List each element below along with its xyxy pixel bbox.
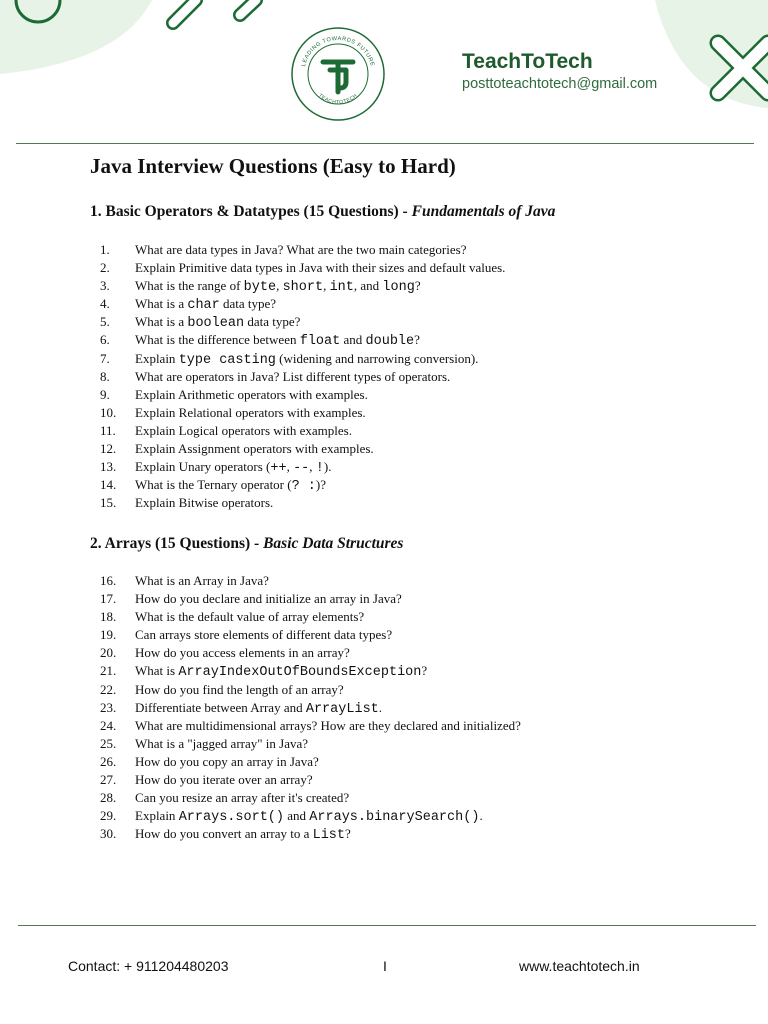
question-text <box>135 332 420 350</box>
question-number: 14. <box>100 477 117 493</box>
footer-divider <box>18 925 756 926</box>
code-term: ! <box>315 461 324 477</box>
text-run: How do you find the length of an array? <box>135 681 344 697</box>
question-text <box>135 405 366 420</box>
code-term: boolean <box>187 316 245 332</box>
question-item <box>100 277 505 295</box>
text-run: Can arrays store elements of different data types? <box>135 627 393 643</box>
question-text <box>135 477 327 495</box>
question-text <box>135 826 351 844</box>
question-item <box>100 662 521 680</box>
question-number: 28. <box>100 790 117 806</box>
code-term: long <box>382 280 415 296</box>
question-text <box>135 663 428 681</box>
text-run: , <box>286 459 294 475</box>
question-number: 30. <box>100 826 117 842</box>
question-number: 24. <box>100 717 117 733</box>
question-number: 6. <box>100 332 110 348</box>
question-item <box>100 807 521 825</box>
question-item <box>100 644 521 662</box>
question-item <box>100 422 505 440</box>
question-item <box>100 494 505 512</box>
question-number: 25. <box>100 735 117 751</box>
code-term: byte <box>243 280 277 296</box>
question-number: 19. <box>100 627 117 643</box>
text-run: Differentiate between Array and <box>135 699 306 715</box>
logo-bottom-text: TEACHTOTECH <box>317 92 359 106</box>
text-run: Explain <box>135 350 179 366</box>
text-run: Explain <box>135 808 179 824</box>
question-text <box>135 573 269 588</box>
question-number: 18. <box>100 609 117 625</box>
question-item <box>100 825 521 843</box>
text-run: , <box>323 278 330 294</box>
text-run: What is a <box>135 314 188 330</box>
code-term: Arrays.sort() <box>178 810 285 826</box>
question-item <box>100 259 505 277</box>
section-heading-text: 2. Arrays (15 Questions) - <box>90 535 264 552</box>
text-run: ? <box>421 663 428 679</box>
question-number: 4. <box>100 296 110 312</box>
text-run: ? <box>414 332 420 348</box>
text-run: . <box>479 808 483 824</box>
question-text <box>135 495 273 510</box>
question-text <box>135 441 374 456</box>
text-run: data type? <box>219 296 277 312</box>
text-run: and <box>340 332 366 348</box>
text-run: , <box>309 459 316 475</box>
text-run: What is a "jagged array" in Java? <box>135 735 309 751</box>
question-item <box>100 735 521 753</box>
brand-name: TeachToTech <box>462 50 593 73</box>
question-item <box>100 331 505 349</box>
question-text <box>135 718 521 733</box>
text-run: What is the difference between <box>135 332 300 348</box>
question-text <box>135 591 402 606</box>
question-item <box>100 295 505 313</box>
question-item <box>100 313 505 331</box>
section-heading-arrays <box>90 535 403 553</box>
footer-contact: Contact: + 911204480203 <box>68 958 229 974</box>
code-term: List <box>312 828 346 844</box>
question-number: 5. <box>100 314 110 330</box>
text-run: . <box>378 699 383 715</box>
code-term: float <box>299 334 341 350</box>
question-number: 20. <box>100 645 117 661</box>
question-text <box>135 736 308 751</box>
text-run: What are multidimensional arrays? How are they declared and initialized? <box>135 717 521 733</box>
question-item <box>100 440 505 458</box>
question-text <box>135 790 349 805</box>
question-number: 16. <box>100 573 117 588</box>
question-item <box>100 717 521 735</box>
text-run: How do you declare and initialize an array in Java? <box>135 591 402 607</box>
question-list-arrays <box>100 572 521 843</box>
question-text <box>135 682 344 697</box>
code-term: int <box>329 280 354 296</box>
question-text <box>135 278 421 296</box>
text-run: )? <box>315 477 327 493</box>
question-number: 13. <box>100 459 117 475</box>
question-text <box>135 754 319 769</box>
question-number: 3. <box>100 278 110 294</box>
question-number: 23. <box>100 699 117 715</box>
question-text <box>135 459 332 477</box>
text-run: How do you access elements in an array? <box>135 645 350 661</box>
question-text <box>135 700 382 715</box>
section-subtitle: Fundamentals of Java <box>411 203 556 220</box>
question-item <box>100 590 521 608</box>
question-number: 10. <box>100 404 117 420</box>
code-term: type casting <box>178 352 276 368</box>
code-term: ++ <box>270 461 287 477</box>
text-run: ? <box>345 826 351 842</box>
question-text <box>135 369 450 384</box>
question-item <box>100 572 521 590</box>
question-number: 1. <box>100 242 110 257</box>
question-number: 21. <box>100 663 117 679</box>
question-number: 26. <box>100 753 117 769</box>
code-term: short <box>282 280 324 296</box>
question-item <box>100 681 521 699</box>
question-item <box>100 476 505 494</box>
contact-email: posttoteachtotech@gmail.com <box>462 76 658 92</box>
section-heading-operators <box>90 203 555 221</box>
text-run: and <box>284 808 310 824</box>
text-run: How do you copy an array in Java? <box>135 753 319 769</box>
text-run: Explain Logical operators with examples. <box>135 422 352 438</box>
text-run: Explain Bitwise operators. <box>135 495 274 511</box>
text-run: , and <box>353 278 383 294</box>
text-run: Explain Unary operators ( <box>135 459 271 475</box>
text-run: Can you resize an array after it's created? <box>135 790 350 806</box>
question-number: 27. <box>100 772 117 788</box>
text-run: Explain Arithmetic operators with examples. <box>135 386 368 402</box>
question-item <box>100 241 505 259</box>
code-term: Arrays.binarySearch() <box>309 810 480 826</box>
question-number: 12. <box>100 441 117 457</box>
question-number: 7. <box>100 350 110 366</box>
question-number: 29. <box>100 808 117 824</box>
question-item <box>100 753 521 771</box>
header-divider <box>16 143 754 144</box>
code-term: ArrayIndexOutOfBoundsException <box>178 665 422 681</box>
question-item <box>100 458 505 476</box>
tt-monogram-logo-icon <box>290 26 386 122</box>
question-number: 22. <box>100 681 117 697</box>
footer-separator: I <box>383 958 387 974</box>
question-number: 17. <box>100 591 117 607</box>
question-item <box>100 350 505 368</box>
question-text <box>135 242 466 257</box>
text-run: How do you iterate over an array? <box>135 772 313 788</box>
text-run: What is <box>135 663 179 679</box>
question-number: 15. <box>100 495 117 511</box>
question-item <box>100 608 521 626</box>
question-number: 2. <box>100 260 110 276</box>
section-heading-text: 1. Basic Operators & Datatypes (15 Questions) - <box>90 203 412 220</box>
question-number: 8. <box>100 368 110 384</box>
text-run: How do you convert an array to a <box>135 826 313 842</box>
question-item <box>100 386 505 404</box>
question-item <box>100 789 521 807</box>
question-text <box>135 808 483 826</box>
text-run: What is the range of <box>135 278 244 294</box>
text-run: (widening and narrowing conversion). <box>275 350 479 366</box>
question-list-operators <box>100 241 505 512</box>
question-text <box>135 260 505 275</box>
question-text <box>135 609 364 624</box>
text-run: Explain Relational operators with examples. <box>135 404 366 420</box>
text-run: What is a <box>135 296 188 312</box>
question-text <box>135 627 392 642</box>
text-run: Explain Assignment operators with examples. <box>135 441 374 457</box>
question-text <box>135 772 313 787</box>
question-text <box>135 387 368 402</box>
page-title: Java Interview Questions (Easy to Hard) <box>90 154 456 178</box>
text-run: What are data types in Java? What are the two main categories? <box>135 242 467 257</box>
text-run: What are operators in Java? List different types of operators. <box>135 368 451 384</box>
question-item <box>100 771 521 789</box>
text-run: What is the Ternary operator ( <box>135 477 292 493</box>
question-text <box>135 351 478 366</box>
question-number: 9. <box>100 386 110 402</box>
footer-website-link[interactable]: www.teachtotech.in <box>519 958 640 974</box>
text-run: What is the default value of array elements? <box>135 609 365 625</box>
question-text <box>135 645 350 660</box>
code-term: ? : <box>291 479 316 495</box>
text-run: , <box>276 278 283 294</box>
code-term: ArrayList <box>305 701 379 717</box>
question-item <box>100 699 521 717</box>
text-run: data type? <box>244 314 301 330</box>
code-term: -- <box>293 461 310 477</box>
text-run: ). <box>323 459 332 475</box>
question-number: 11. <box>100 422 116 438</box>
question-text <box>135 314 301 332</box>
question-item <box>100 368 505 386</box>
code-term: char <box>187 298 220 314</box>
code-term: double <box>365 334 415 350</box>
question-item <box>100 626 521 644</box>
question-text <box>135 296 277 314</box>
text-run: ? <box>414 278 421 294</box>
text-run: Explain Primitive data types in Java with their sizes and default values. <box>135 260 506 276</box>
text-run: What is an Array in Java? <box>135 573 269 588</box>
question-item <box>100 404 505 422</box>
question-text <box>135 423 352 438</box>
section-subtitle: Basic Data Structures <box>263 535 404 552</box>
logo-ring-text: LEADING TOWARDS FUTURE <box>300 35 376 68</box>
